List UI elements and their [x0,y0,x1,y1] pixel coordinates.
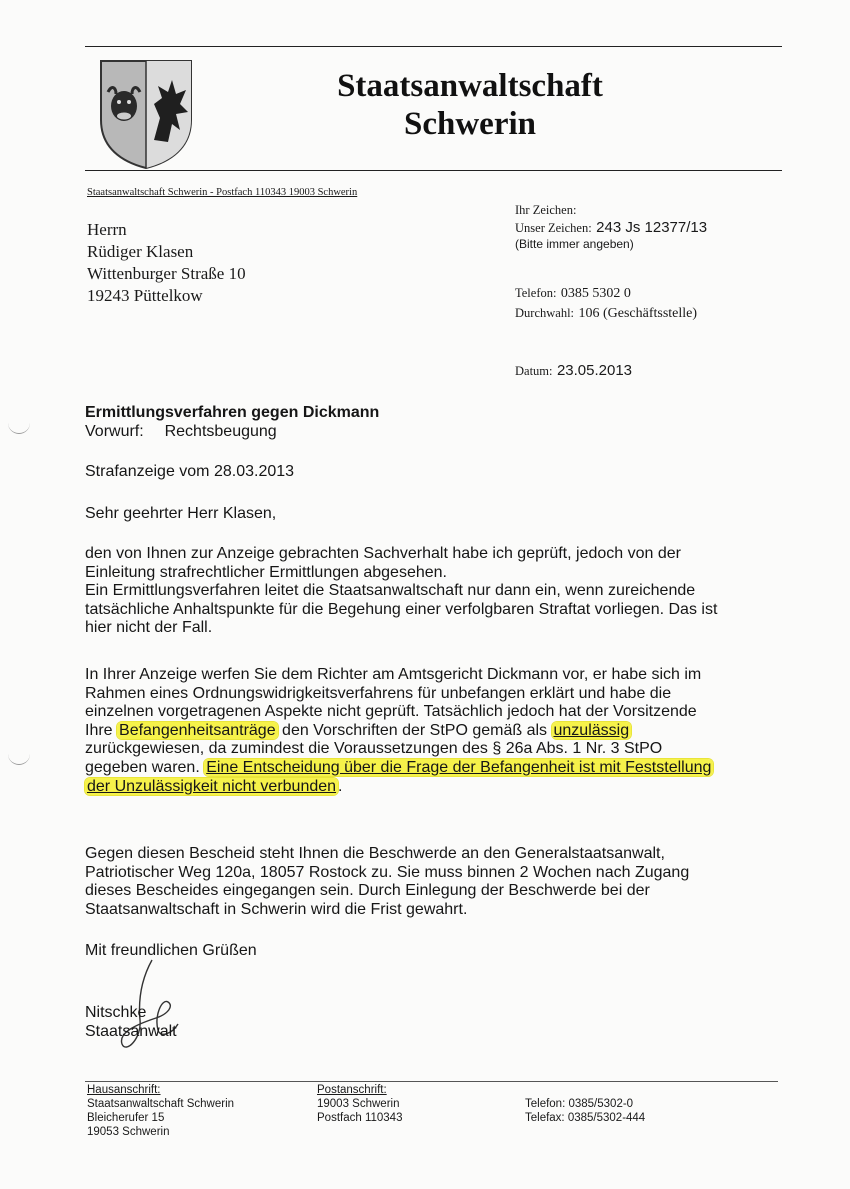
authority-title-line2: Schwerin [404,106,536,142]
sender-line: Staatsanwaltschaft Schwerin - Postfach 110343 19003 Schwerin [87,187,358,198]
subject-block [85,404,785,441]
footer-contact [525,1097,645,1125]
footer-postanschrift [317,1083,402,1125]
unser-zeichen-label: Unser Zeichen: [515,221,592,235]
authority-title-line1: Staatsanwaltschaft [337,68,603,104]
closing: Mit freundlichen Grüßen [85,942,257,959]
reference-note: (Bitte immer angeben) [515,237,634,251]
recipient-city: 19243 Püttelkow [87,286,203,305]
paragraph-line [85,722,785,741]
recipient-name: Rüdiger Klasen [87,242,194,261]
signer-title: Staatsanwalt [85,1022,177,1040]
durchwahl-value: 106 (Geschäftsstelle) [578,306,698,321]
strafanzeige-line: Strafanzeige vom 28.03.2013 [85,463,295,480]
paragraph-line: Patriotischer Weg 120a, 18057 Rostock zu. Sie muss binnen 2 Wochen nach Zugang [85,863,690,881]
paragraph-line: In Ihrer Anzeige werfen Sie dem Richter am Amtsgericht Dickmann vor, er habe sich im [85,666,702,683]
durchwahl-label: Durchwahl: [515,306,575,320]
footer-rule [85,1081,778,1082]
footer-telefon: Telefon: 0385/5302-0 [525,1098,634,1110]
paragraph-line: Ein Ermittlungsverfahren leitet die Staatsanwaltschaft nur dann ein, wenn zureichende [85,582,696,600]
vorwurf-line [85,423,785,442]
ihr-zeichen-label: Ihr Zeichen: [515,203,577,217]
paragraph-line: Rahmen eines Ordnungswidrigkeitsverfahrens für unbefangen erklärt und habe die [85,684,672,702]
durchwahl-line [515,304,697,322]
paragraph-line: tatsächliche Anhaltspunkte für die Begehung einer verfolgbaren Straftat vorliegen. Das ist [85,600,718,618]
signer-name: Nitschke [85,1004,147,1021]
coat-of-arms-icon [98,58,194,170]
postanschrift-label: Postanschrift: [317,1084,387,1096]
footer-hausanschrift [87,1083,234,1139]
header-rule [85,170,782,171]
paragraph-line: Gegen diesen Bescheid steht Ihnen die Beschwerde an den Generalstaatsanwalt, [85,845,665,862]
text-run: gegeben waren. [85,758,205,776]
highlight-entscheidung: Eine Entscheidung über die Frage der Befangenheit ist mit Feststellung [206,758,712,776]
fold-mark [8,752,30,765]
subject-title: Ermittlungsverfahren gegen Dickmann [85,404,380,421]
postanschrift-line: 19003 Schwerin [317,1098,400,1110]
datum-line [515,362,632,380]
greeting: Sehr geehrter Herr Klasen, [85,505,277,522]
paragraph-3 [85,845,785,919]
paragraph-line [85,759,785,778]
unser-zeichen [515,219,707,237]
text-run: Ihre [85,721,118,739]
text-run: . [338,777,343,795]
datum-value: 23.05.2013 [556,362,633,379]
postanschrift-line: Postfach 110343 [317,1112,403,1124]
text-run: den Vorschriften der StPO gemäß als [277,721,552,739]
datum-label: Datum: [515,364,553,378]
hausanschrift-line: Staatsanwaltschaft Schwerin [87,1098,235,1110]
recipient-salutation: Herrn [87,220,127,239]
highlight-unzulaessig: unzulässig [553,721,630,739]
paragraph-line: Einleitung strafrechtlicher Ermittlungen abgesehen. [85,563,447,581]
highlight-befangenheitsantraege: Befangenheitsanträge [119,721,276,739]
telefon-line [515,284,631,302]
hausanschrift-line: 19053 Schwerin [87,1126,170,1138]
paragraph-line [85,778,785,797]
recipient-street: Wittenburger Straße 10 [87,264,246,283]
paragraph-line: den von Ihnen zur Anzeige gebrachten Sachverhalt habe ich geprüft, jedoch von der [85,545,681,562]
footer-telefax: Telefax: 0385/5302-444 [525,1112,646,1124]
telefon-label: Telefon: [515,286,557,300]
recipient-address [87,219,246,307]
highlight-unzulaessigkeit: der Unzulässigkeit nicht verbunden [87,777,337,795]
telefon-value: 0385 5302 0 [560,286,631,301]
signer-block [85,1004,785,1041]
paragraph-line: zurückgewiesen, da zumindest die Voraussetzungen des § 26a Abs. 1 Nr. 3 StPO [85,740,663,758]
paragraph-line: einzelnen vorgetragenen Aspekte nicht geprüft. Tatsächlich jedoch hat der Vorsitzende [85,703,697,721]
fold-mark [8,421,30,434]
hausanschrift-label: Hausanschrift: [87,1084,161,1096]
hausanschrift-line: Bleicherufer 15 [87,1112,165,1124]
unser-zeichen-value: 243 Js 12377/13 [596,219,708,236]
vorwurf-value: Rechtsbeugung [164,422,277,440]
paragraph-1 [85,545,785,638]
paragraph-2 [85,666,785,796]
paragraph-line: dieses Bescheides eingegangen sein. Durch Einlegung der Beschwerde bei der [85,882,650,900]
top-rule [85,46,782,47]
paragraph-line: Staatsanwaltschaft in Schwerin wird die Frist gewahrt. [85,900,468,918]
vorwurf-label: Vorwurf: [85,422,144,440]
paragraph-line: hier nicht der Fall. [85,619,213,637]
